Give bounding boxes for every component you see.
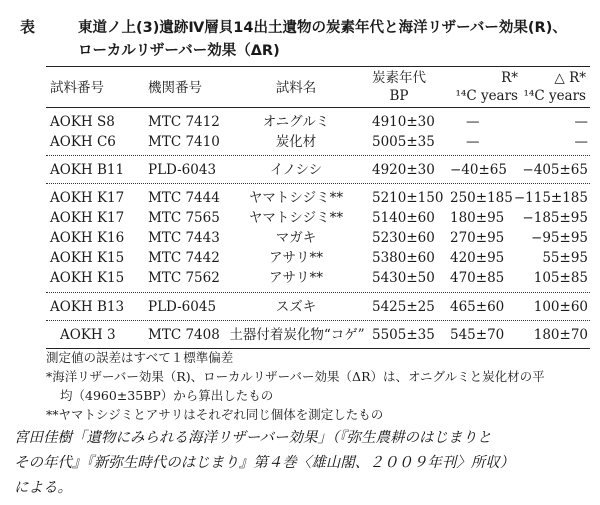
table-cell-dr: −115±185: [513, 190, 588, 206]
table-cell-r: 465±60: [450, 299, 505, 315]
table-cell-name: オニグルミ: [262, 114, 330, 130]
table-cell-dr: —: [574, 114, 588, 130]
table-cell-age: 5230±60: [372, 230, 435, 246]
table-cell-age: 5140±60: [372, 210, 435, 226]
table-cell-name: 土器付着炭化物“コゲ”: [229, 327, 365, 343]
header-lab-no: 機関番号: [148, 80, 202, 96]
note-same-individual: **ヤマトシジミとアサリはそれぞれ同じ個体を測定したもの: [46, 407, 384, 422]
table-cell-name: ヤマトシジミ**: [248, 210, 344, 226]
table-cell-dr: −95±95: [531, 230, 588, 246]
table-cell-lab: PLD-6045: [148, 299, 217, 315]
table-notes: [46, 348, 594, 424]
note-reservoir-line-2: 均（4960±35BP）から算出したもの: [60, 388, 274, 403]
table-cell-lab: MTC 7565: [148, 210, 220, 226]
table-cell-age: 5430±50: [372, 270, 435, 286]
table-cell-sample: AOKH 3: [60, 327, 116, 343]
table-cell-sample: AOKH K17: [50, 210, 125, 226]
citation-line-2: その年代』『新弥生時代のはじまり』第４巻〈雄山閣、２００９年刊〉所収）: [14, 455, 515, 471]
table-cell-age: 5210±150: [372, 190, 444, 206]
table-cell-lab: MTC 7444: [148, 190, 220, 206]
table-cell-dr: 180±70: [533, 327, 588, 343]
table-cell-r: 420±95: [450, 250, 505, 266]
table-cell-r: 270±95: [450, 230, 505, 246]
table-cell-lab: PLD-6043: [148, 162, 217, 178]
group-divider: [46, 155, 590, 156]
table-cell-age: 4920±30: [372, 162, 435, 178]
table-cell-age: 5005±35: [372, 134, 435, 150]
header-sample-no: 試料番号: [50, 80, 104, 96]
table-cell-name: 炭化材: [275, 134, 317, 150]
header-bottom-rule: [46, 107, 590, 108]
table-cell-sample: AOKH K15: [50, 250, 125, 266]
table-cell-sample: AOKH B13: [50, 299, 125, 315]
table-cell-lab: MTC 7410: [148, 134, 220, 150]
table-cell-dr: 100±60: [533, 299, 588, 315]
group-divider: [46, 292, 590, 293]
table-cell-lab: MTC 7408: [148, 327, 220, 343]
caption-label: 表: [20, 18, 36, 36]
note-error: 測定値の誤差はすべて１標準偏差: [46, 350, 234, 365]
table-cell-lab: MTC 7412: [148, 114, 220, 130]
note-reservoir-line-1: *海洋リザーバー効果（R)、ローカルリザーバー効果（ΔR）は、オニグルミと炭化材の平: [46, 369, 545, 384]
table-cell-sample: AOKH K16: [50, 230, 125, 246]
table-cell-r: −40±65: [450, 162, 507, 178]
table-cell-sample: AOKH B11: [50, 162, 125, 178]
table-cell-name: アサリ**: [269, 250, 323, 266]
table-cell-sample: AOKH S8: [50, 114, 115, 130]
table-cell-name: アサリ**: [269, 270, 323, 286]
table-cell-lab: MTC 7442: [148, 250, 220, 266]
header-dr-bottom: ¹⁴C years: [523, 88, 586, 104]
citation-line-1: 宮田佳樹「遺物にみられる海洋リザーバー効果」（『弥生農耕のはじまりと: [14, 430, 492, 446]
table-cell-r: —: [466, 134, 480, 150]
table-cell-name: スズキ: [275, 299, 317, 315]
header-r-top: R*: [501, 70, 518, 86]
table-cell-age: 5505±35: [372, 327, 435, 343]
table-cell-age: 5425±25: [372, 299, 435, 315]
table-cell-name: マガキ: [275, 230, 317, 246]
header-age-bottom: BP: [389, 88, 409, 104]
table-cell-lab: MTC 7443: [148, 230, 220, 246]
table-cell-age: 5380±60: [372, 250, 435, 266]
table-cell-sample: AOKH C6: [50, 134, 116, 150]
group-divider: [46, 183, 590, 184]
table-cell-r: —: [466, 114, 480, 130]
caption-line-1: 東道ノ上(3)遺跡Ⅳ層貝14出土遺物の炭素年代と海洋リザーバー効果(R)、: [78, 20, 567, 36]
table-cell-age: 4910±30: [372, 114, 435, 130]
header-age-top: 炭素年代: [372, 70, 426, 86]
table-cell-dr: −185±95: [522, 210, 588, 226]
table-cell-sample: AOKH K15: [50, 270, 125, 286]
table-cell-name: ヤマトシジミ**: [248, 190, 344, 206]
table-cell-dr: 55±95: [542, 250, 588, 266]
caption-line-2: ローカルリザーバー効果（ΔR): [78, 43, 280, 59]
table-top-rule: [46, 66, 590, 67]
citation-line-3: による。: [14, 480, 72, 496]
table-cell-dr: −405±65: [522, 162, 588, 178]
table-cell-sample: AOKH K17: [50, 190, 125, 206]
table-cell-name: イノシシ: [269, 162, 323, 178]
header-r-bottom: ¹⁴C years: [455, 88, 518, 104]
table-cell-r: 180±95: [450, 210, 505, 226]
group-divider: [46, 320, 590, 321]
table-cell-lab: MTC 7562: [148, 270, 220, 286]
table-cell-dr: 105±85: [533, 270, 588, 286]
handwritten-citation: [14, 426, 594, 501]
header-sample-name: 試料名: [275, 80, 317, 96]
table-cell-r: 470±85: [450, 270, 505, 286]
table-cell-r: 250±185: [450, 190, 513, 206]
table-cell-dr: —: [574, 134, 588, 150]
header-dr-top: △ R*: [554, 70, 586, 86]
table-cell-r: 545±70: [450, 327, 505, 343]
